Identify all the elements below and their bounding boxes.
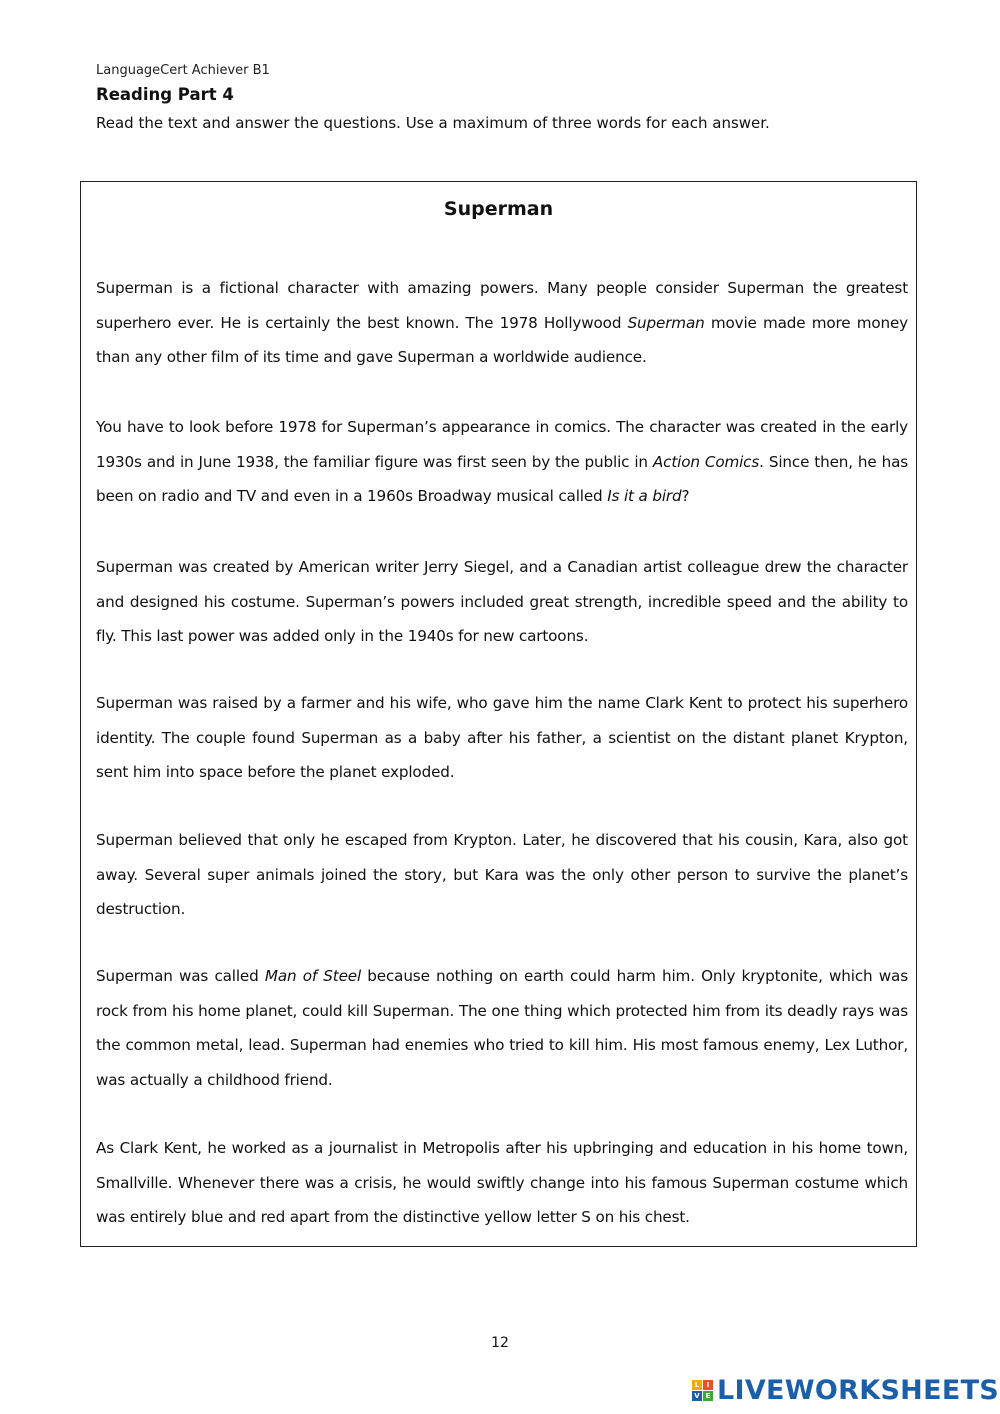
paragraph-4: Superman was raised by a farmer and his wife, who gave him the name Clark Kent to protect his superhero identity. The couple found Superman as a baby after his father, a scientist on the distant planet Krypton, sent him into space before the planet exploded. bbox=[96, 694, 908, 782]
logo-mark-icon bbox=[692, 1380, 713, 1401]
instructions: Read the text and answer the questions. Use a maximum of three words for each answer. bbox=[96, 114, 770, 132]
exam-name: LanguageCert Achiever B1 bbox=[96, 63, 270, 78]
paragraph-5: Superman believed that only he escaped from Krypton. Later, he discovered that his cousin, Kara, also got away. Several super animals joined the story, but Kara was the only other person to survive the planet’s destruction. bbox=[96, 831, 908, 919]
logo-letter: I bbox=[703, 1380, 713, 1390]
page-number: 12 bbox=[491, 1335, 509, 1351]
brand-name: LIVEWORKSHEETS bbox=[717, 1374, 1000, 1406]
paragraph-1: Superman is a fictional character with amazing powers. Many people consider Superman the greatest superhero ever. He is certainly the best known. The 1978 Hollywood Superman movie made more money than any other film of its time and gave Superman a worldwide audience. bbox=[96, 279, 908, 367]
comic-title: Action Comics bbox=[652, 452, 760, 471]
nickname: Man of Steel bbox=[264, 967, 362, 985]
movie-title: Superman bbox=[627, 313, 705, 332]
liveworksheets-logo bbox=[692, 1374, 999, 1406]
logo-letter: V bbox=[692, 1391, 702, 1401]
logo-letter: E bbox=[703, 1391, 713, 1401]
paragraph-3: Superman was created by American writer Jerry Siegel, and a Canadian artist colleague drew the character and designed his costume. Superman’s powers included great strength, incredible speed and the ability to fly. This last power was added only in the 1940s for new cartoons. bbox=[96, 558, 908, 646]
musical-title: Is it a bird bbox=[607, 487, 682, 506]
section-title: Reading Part 4 bbox=[96, 85, 234, 104]
paragraph-6: Superman was called Man of Steel because nothing on earth could harm him. Only kryptonite, which was rock from his home planet, could kill Superman. The one thing which protected him from its deadly rays was the common metal, lead. Superman had enemies who tried to kill him. His most famous enemy, Lex Luthor, was actually a childhood friend. bbox=[96, 967, 908, 1089]
article-title: Superman bbox=[443, 198, 554, 220]
reading-text-box bbox=[80, 181, 917, 1247]
paragraph-7: As Clark Kent, he worked as a journalist in Metropolis after his upbringing and education in his home town, Smallville. Whenever there was a crisis, he would swiftly change into his famous Superman costume which was entirely blue and red apart from the distinctive yellow letter S on his chest. bbox=[96, 1139, 908, 1227]
paragraph-2: You have to look before 1978 for Superman’s appearance in comics. The character was created in the early 1930s and in June 1938, the familiar figure was first seen by the public in Action Comics. Since then, he has been on radio and TV and even in a 1960s Broadway musical called Is it a bird? bbox=[96, 418, 909, 506]
worksheet-header bbox=[96, 60, 916, 138]
logo-letter: L bbox=[692, 1380, 702, 1390]
